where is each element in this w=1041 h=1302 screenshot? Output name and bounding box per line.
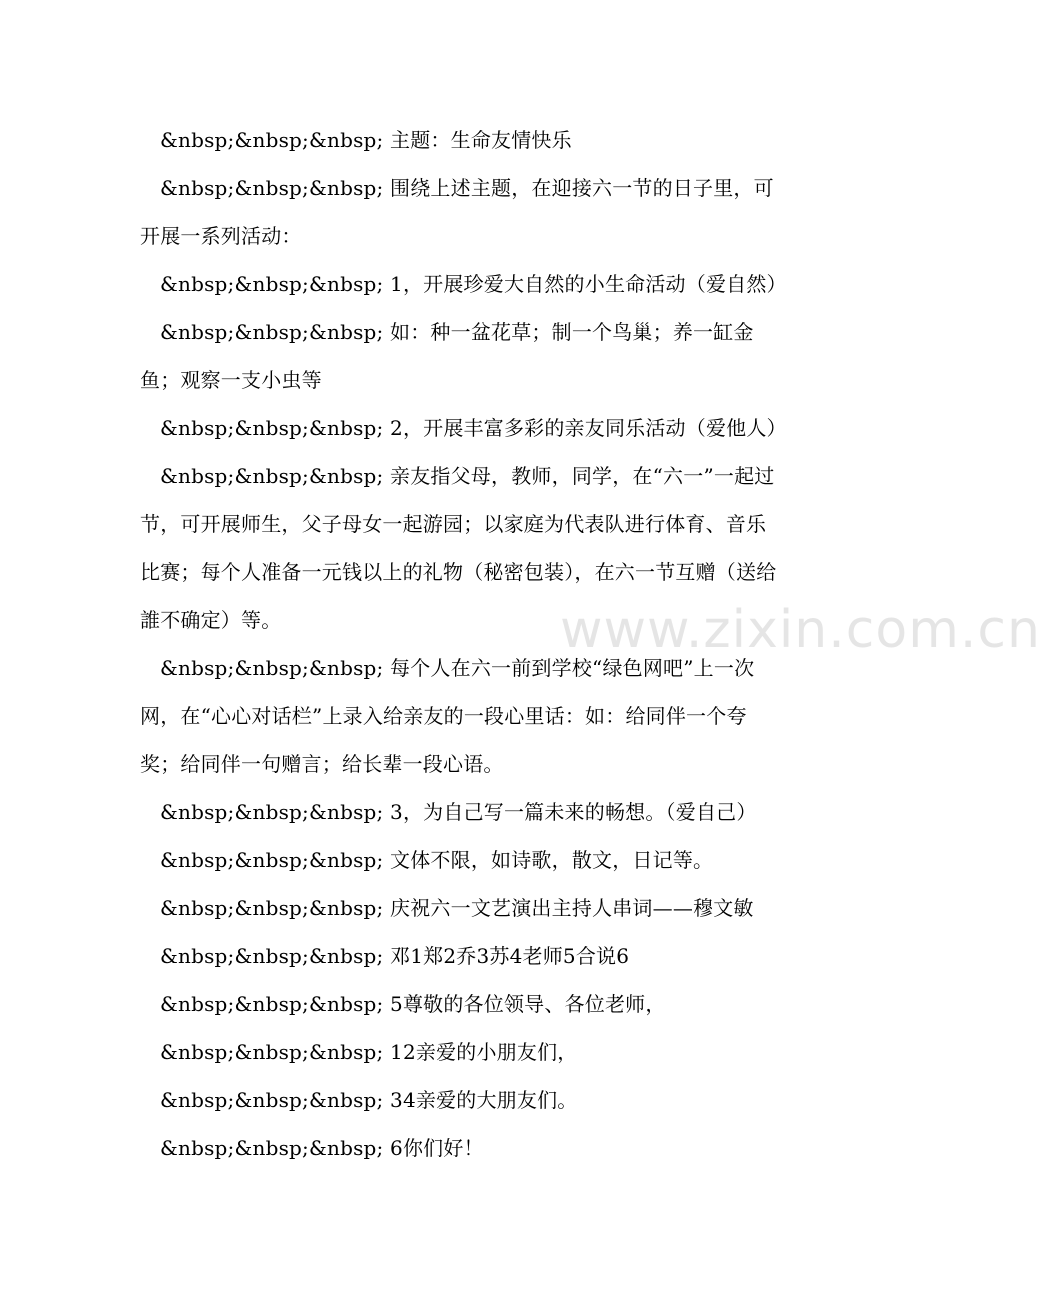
paragraph-intro: &nbsp;&nbsp;&nbsp; 围绕上述主题，在迎接六一节的日子里，可开展一系列活动： [140,176,774,248]
watermark-text: www.zixin.com.cn [560,600,1041,660]
paragraph-script-title: &nbsp;&nbsp;&nbsp; 庆祝六一文艺演出主持人串词——穆文敏 [160,896,754,920]
paragraph-activity-2-online: &nbsp;&nbsp;&nbsp; 每个人在六一前到学校“绿色网吧”上一次网，在“心心对话栏”上录入给亲友的一段心里话：如：给同伴一个夸奖；给同伴一句赠言；给长辈一段心语。 [140,656,755,776]
paragraph-activity-1-examples: &nbsp;&nbsp;&nbsp; 如：种一盆花草；制一个鸟巢；养一缸金鱼；观察一支小虫等 [140,320,754,392]
paragraph-activity-3: &nbsp;&nbsp;&nbsp; 3，为自己写一篇未来的畅想。（爱自己） [160,800,757,824]
document-body [140,116,785,1172]
paragraph-greeting-adults: &nbsp;&nbsp;&nbsp; 34亲爱的大朋友们。 [160,1088,578,1112]
paragraph-greeting-children: &nbsp;&nbsp;&nbsp; 12亲爱的小朋友们， [160,1040,578,1064]
paragraph-activity-3-genres: &nbsp;&nbsp;&nbsp; 文体不限，如诗歌，散文，日记等。 [160,848,714,872]
paragraph-theme: &nbsp;&nbsp;&nbsp; 主题：生命友情快乐 [160,128,572,152]
paragraph-activity-2: &nbsp;&nbsp;&nbsp; 2，开展丰富多彩的亲友同乐活动（爱他人） [160,416,787,440]
paragraph-activity-2-details: &nbsp;&nbsp;&nbsp; 亲友指父母，教师，同学，在“六一”一起过节，可开展师生，父子母女一起游园；以家庭为代表队进行体育、音乐比赛；每个人准备一元钱以上的礼物（秘密包装），在六一节互赠（送给誰不确定）等。 [140,464,777,632]
paragraph-speaker-list: &nbsp;&nbsp;&nbsp; 邓1郑2乔3苏4老师5合说6 [160,944,630,968]
paragraph-activity-1: &nbsp;&nbsp;&nbsp; 1，开展珍爱大自然的小生命活动（爱自然） [160,272,787,296]
paragraph-greeting-hello: &nbsp;&nbsp;&nbsp; 6你们好！ [160,1136,484,1160]
paragraph-greeting-leaders: &nbsp;&nbsp;&nbsp; 5尊敬的各位领导、各位老师， [160,992,666,1016]
